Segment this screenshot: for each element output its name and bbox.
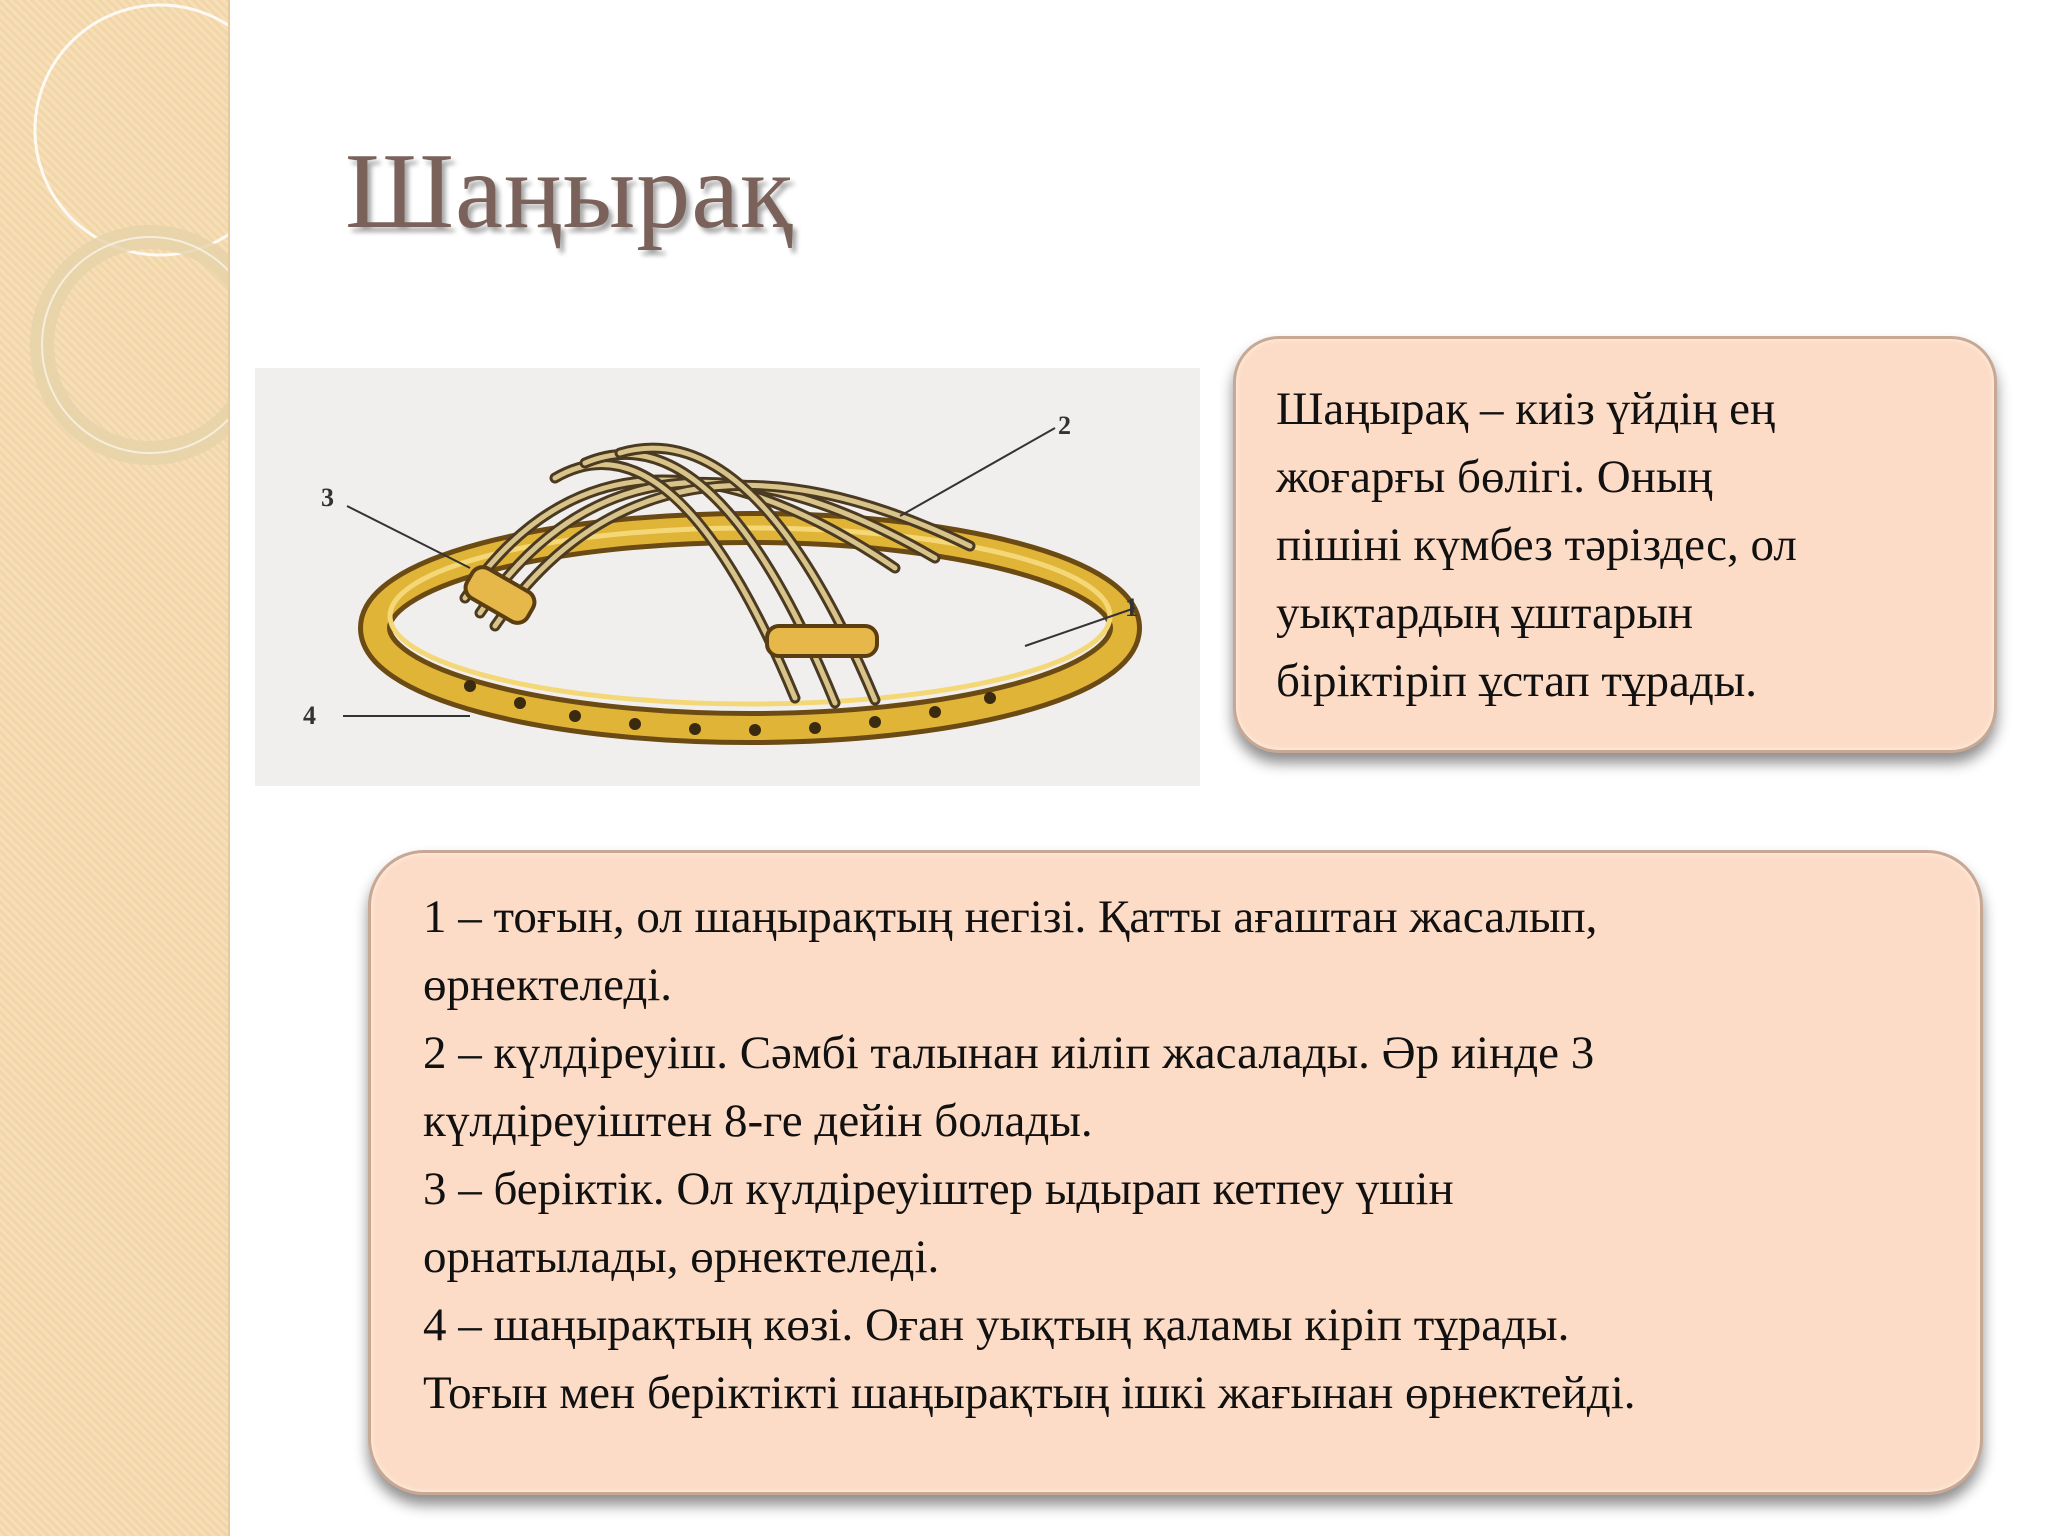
figure-label-4: 4 (303, 701, 316, 730)
parts-line: 2 – күлдіреуіш. Сәмбі талынан иіліп жасалады. Әр иінде 3 (423, 1027, 1595, 1079)
slide-title: Шаңырақ (345, 132, 794, 251)
definition-line: жоғарғы бөлігі. Оның (1276, 451, 1713, 503)
shanyrak-diagram (255, 368, 1200, 786)
parts-line: күлдіреуіштен 8-ге дейін болады. (423, 1095, 1093, 1147)
parts-line: орнатылады, өрнектеледі. (423, 1231, 940, 1283)
definition-line: уықтардың ұштарын (1276, 587, 1694, 639)
parts-line: 4 – шаңырақтың көзі. Оған уықтың қаламы кіріп тұрады. (423, 1299, 1570, 1351)
figure-label-3: 3 (321, 483, 334, 512)
decorative-side-strip (0, 0, 230, 1536)
definition-line: біріктіріп ұстап тұрады. (1276, 655, 1758, 707)
definition-line: пішіні күмбез тәріздес, ол (1276, 519, 1797, 571)
figure-label-2: 2 (1058, 411, 1071, 440)
definition-line: Шаңырақ – киіз үйдің ең (1276, 383, 1776, 435)
parts-line: Тоғын мен беріктікті шаңырақтың ішкі жағынан өрнектейді. (423, 1367, 1636, 1419)
figure-label-1: 1 (1125, 593, 1138, 622)
parts-line: өрнектеледі. (423, 959, 673, 1011)
parts-line: 1 – тоғын, ол шаңырақтың негізі. Қатты ағаштан жасалып, (423, 891, 1598, 943)
parts-line: 3 – беріктік. Ол күлдіреуіштер ыдырап кетпеу үшін (423, 1163, 1454, 1215)
decorative-rings (0, 0, 228, 1536)
definition-callout (1233, 336, 1997, 753)
parts-description-callout (368, 850, 1983, 1495)
shanyrak-illustration (255, 368, 1200, 786)
